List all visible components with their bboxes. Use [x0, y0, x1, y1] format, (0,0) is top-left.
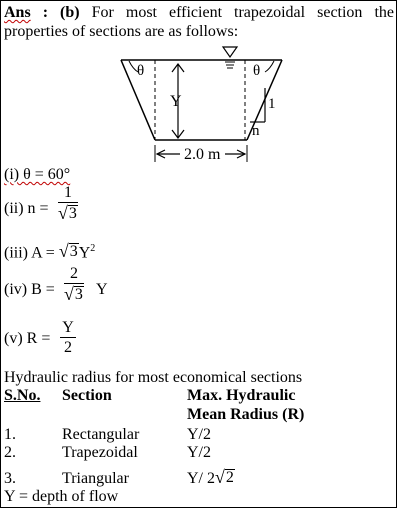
ans-label: Ans — [4, 4, 31, 21]
row1-section: Rectangular — [62, 426, 140, 443]
n-numerator: 1 — [63, 184, 72, 201]
row2-section: Trapezoidal — [62, 444, 138, 461]
b-numerator: 2 — [69, 265, 78, 282]
r-numerator: Y — [62, 319, 74, 336]
answer-option: (b) — [60, 4, 80, 21]
row2-sno: 2. — [4, 444, 16, 461]
header-sno: S.No. — [4, 387, 41, 404]
area-label: (iii) A = — [4, 244, 55, 262]
table-caption: Hydraulic radius for most economical sections — [4, 369, 303, 386]
row1-radius: Y/2 — [187, 426, 211, 443]
depth-label: Y — [170, 93, 182, 110]
trapezoidal-section-diagram — [0, 42, 415, 162]
footnote: Y = depth of flow — [4, 488, 119, 505]
property-b-y: Y — [96, 281, 108, 298]
property-b-fraction — [64, 265, 84, 303]
area-exponent: 2 — [90, 243, 96, 254]
heading-text: For most efficient trapezoidal section the — [91, 4, 394, 21]
area-y: Y — [78, 244, 91, 262]
row1-sno: 1. — [4, 426, 16, 443]
r-denominator: 2 — [64, 339, 72, 356]
answer-heading-line1 — [4, 4, 394, 22]
header-section: Section — [62, 387, 112, 404]
row2-radius: Y/2 — [187, 444, 211, 461]
right-angle-arc — [265, 61, 274, 72]
n-denominator: √ 3 — [58, 203, 77, 223]
property-area — [4, 240, 95, 262]
ans-colon: : — [30, 4, 61, 21]
area-sqrt: √ 3 — [58, 241, 78, 262]
header-radius-line1: Max. Hydraulic — [187, 387, 296, 404]
theta-right-label: θ — [253, 63, 261, 79]
property-n-fraction — [58, 184, 78, 222]
property-n-label: (ii) n = — [4, 200, 49, 217]
header-radius-line2: Mean Radius (R) — [187, 406, 305, 423]
b-denominator: √ 3 — [64, 284, 83, 304]
property-b-label: (iv) B = — [4, 281, 55, 298]
base-width-label: 2.0 m — [184, 146, 221, 162]
row3-radius-prefix: Y/ 2 — [187, 470, 215, 487]
theta-left-label: θ — [137, 63, 145, 79]
row3-radius-sqrt: √ 2 — [215, 467, 234, 487]
property-theta-text: (i) θ = 60° — [4, 166, 71, 183]
property-theta — [4, 166, 70, 184]
property-r-fraction — [60, 319, 76, 356]
heading-line2: properties of sections are as follows: — [4, 23, 239, 40]
water-level-symbol — [223, 47, 237, 57]
slope-rise-label: 1 — [268, 96, 276, 112]
row3-section: Triangular — [62, 470, 129, 487]
row3-radius — [187, 468, 235, 488]
row3-sno: 3. — [4, 470, 16, 487]
slope-run-label: n — [252, 123, 260, 139]
property-r-label: (v) R = — [4, 330, 51, 347]
